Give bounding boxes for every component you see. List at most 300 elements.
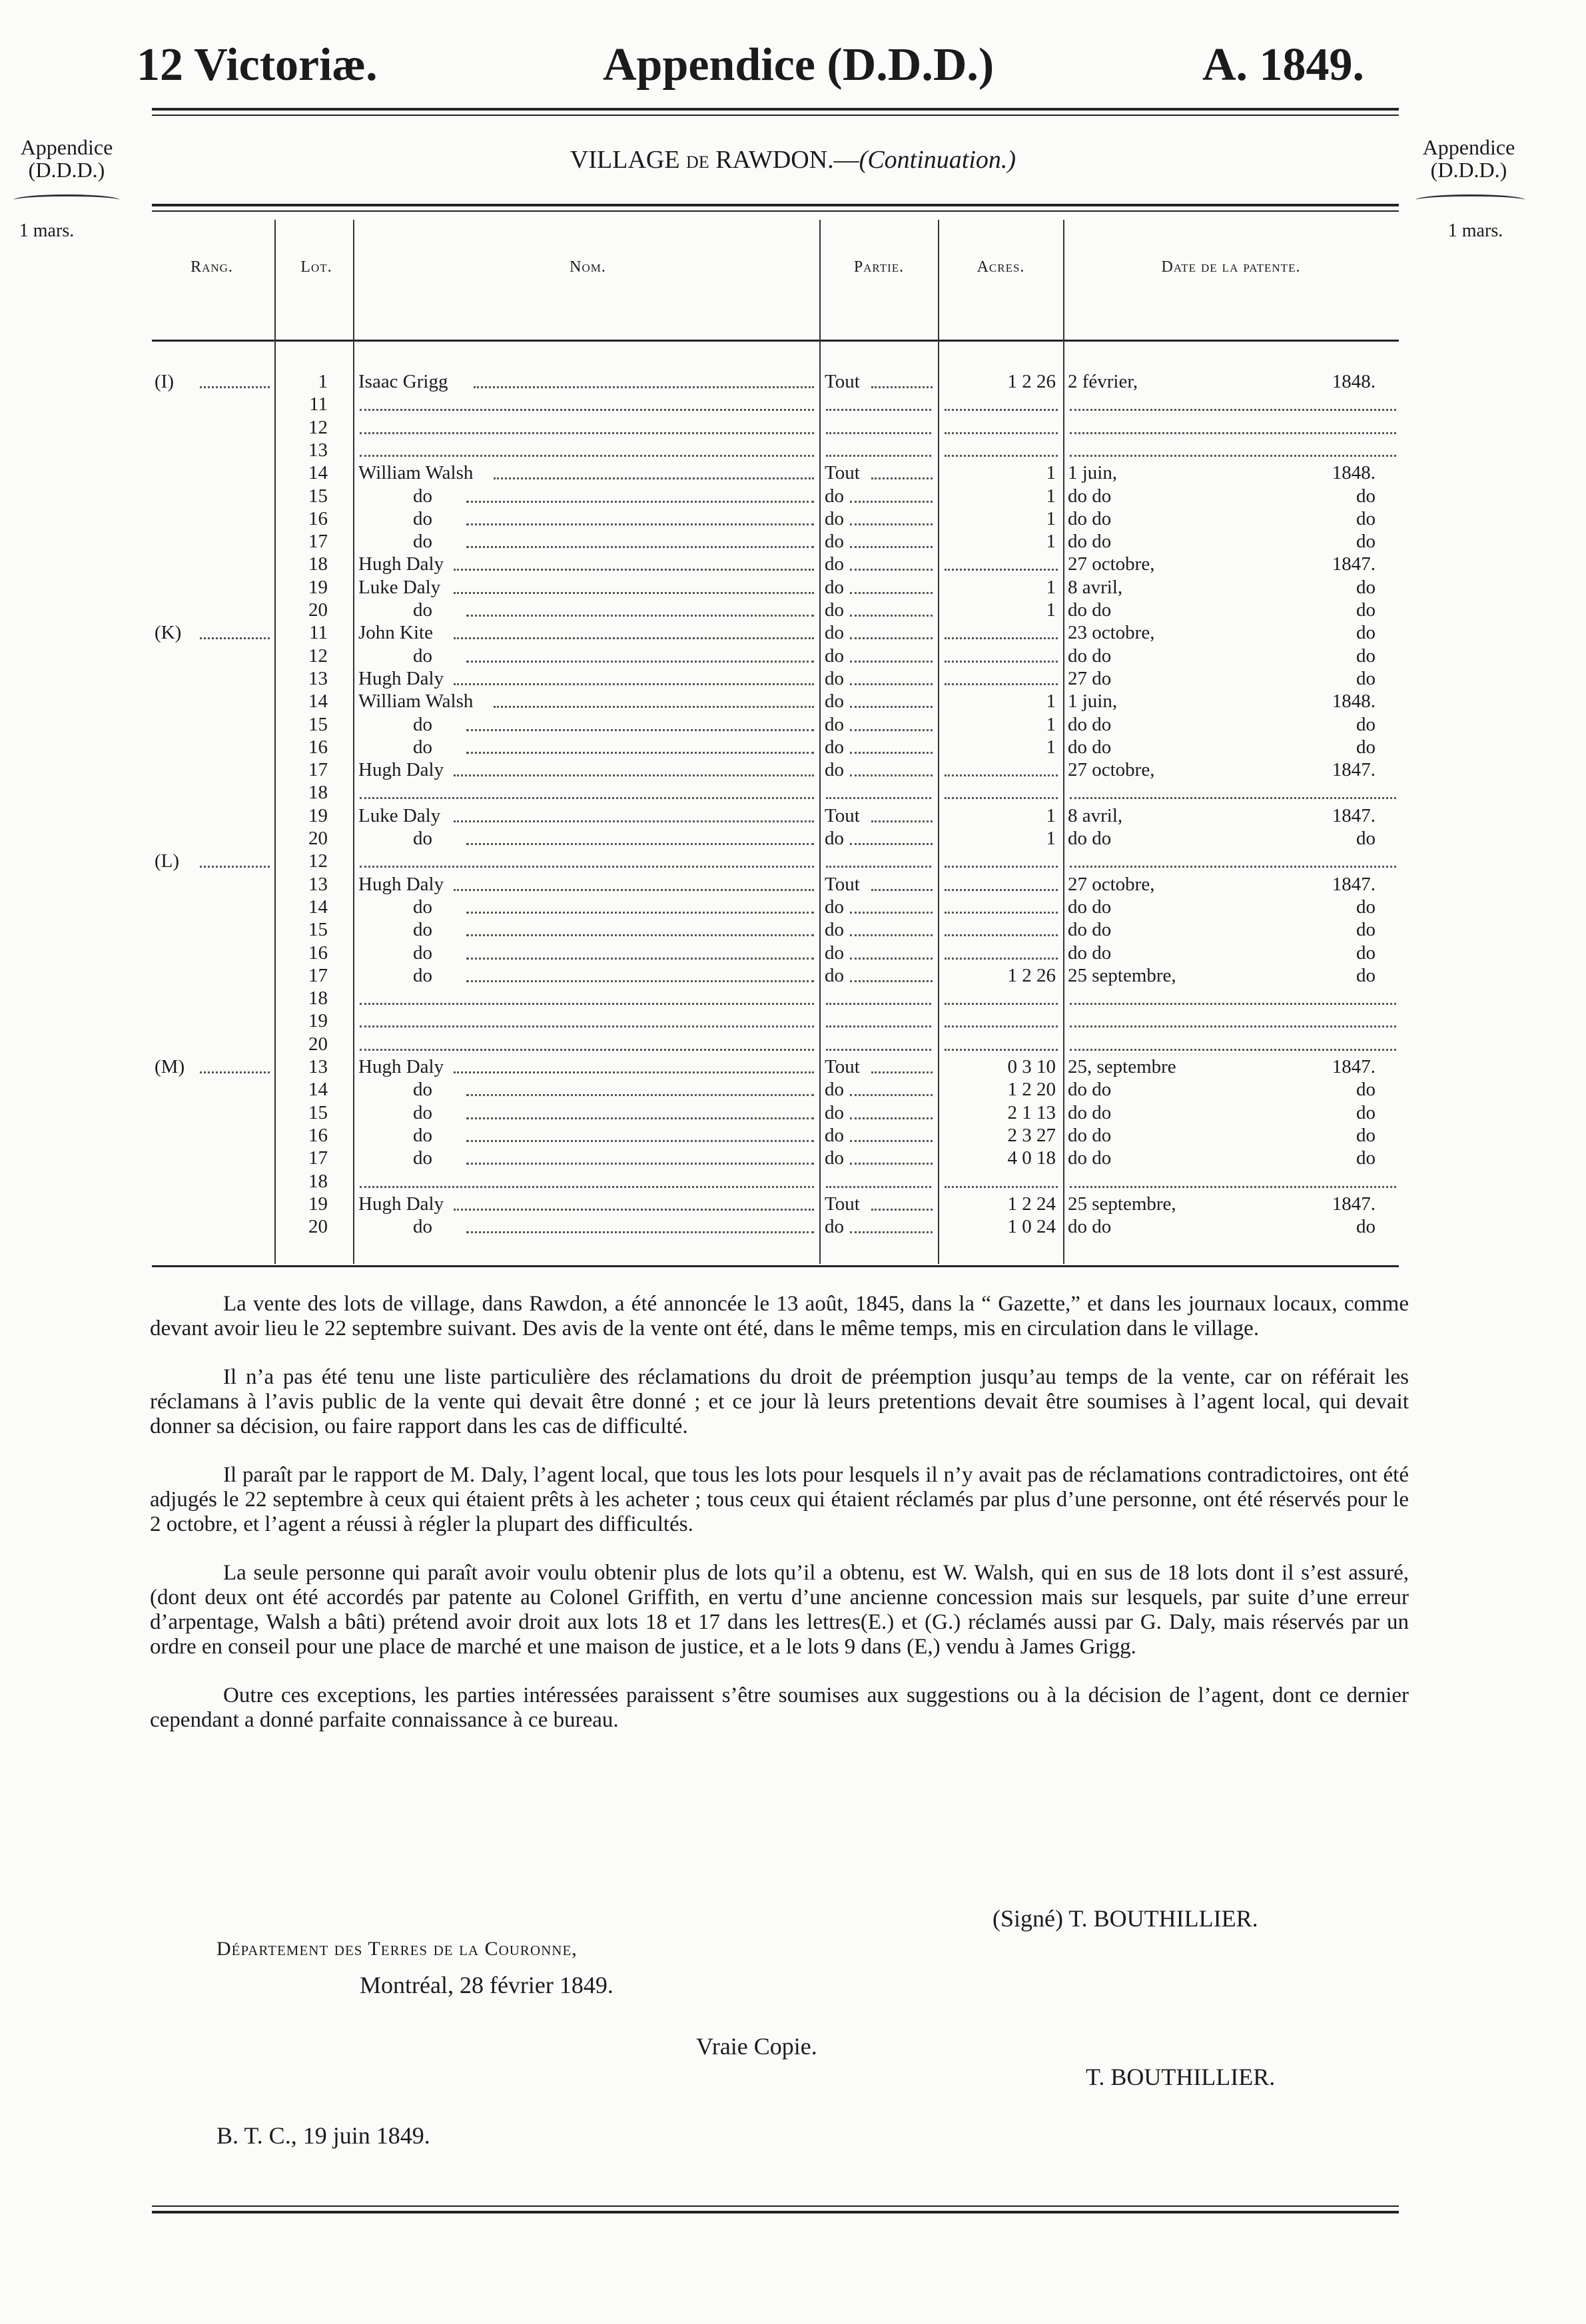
leader-dots — [850, 1231, 933, 1233]
leader-dots — [454, 820, 814, 822]
cell-year: do — [1356, 828, 1376, 849]
table-row — [0, 1057, 1586, 1077]
cell-year: do — [1356, 920, 1376, 940]
cell-nom: do — [413, 1148, 432, 1169]
cell-lot: 19 — [308, 1011, 328, 1031]
cell-acres: 1 — [1046, 531, 1056, 552]
leader-dots — [360, 432, 814, 434]
header-appendix: Appendice (D.D.D.) — [603, 39, 994, 91]
cell-acres: 1 2 26 — [1007, 372, 1056, 392]
leader-dots — [1070, 432, 1396, 434]
cell-year: do — [1356, 1217, 1376, 1237]
cell-lot: 18 — [308, 554, 328, 575]
leader-dots — [945, 1025, 1058, 1027]
leader-dots — [945, 637, 1058, 639]
cell-lot: 20 — [308, 1217, 328, 1237]
cell-nom: Luke Daly — [358, 577, 441, 598]
cell-year: 1847. — [1332, 760, 1376, 780]
leader-dots — [850, 1117, 933, 1119]
leader-dots — [850, 912, 933, 914]
leader-dots — [945, 889, 1058, 891]
cell-nom: do — [413, 920, 432, 940]
leader-dots — [466, 1231, 814, 1233]
cell-lot: 16 — [308, 737, 328, 758]
col-partie: Partie. — [853, 258, 905, 276]
cell-partie: Tout — [825, 874, 860, 895]
copy-label: Vraie Copie. — [696, 2033, 817, 2060]
cell-date: do do — [1068, 1125, 1112, 1146]
leader-dots — [850, 958, 933, 960]
cell-year: do — [1356, 623, 1376, 643]
leader-dots — [945, 432, 1058, 434]
cell-partie: do — [825, 486, 844, 507]
cell-year: do — [1356, 646, 1376, 667]
table-row — [0, 943, 1586, 964]
cell-acres: 1 — [1046, 577, 1056, 598]
table-row — [0, 531, 1586, 552]
leader-dots — [454, 569, 814, 571]
cell-partie: do — [825, 1217, 844, 1237]
leader-dots — [850, 637, 933, 639]
cell-date: do do — [1068, 531, 1112, 552]
leader-dots — [850, 980, 933, 982]
leader-dots — [850, 683, 933, 685]
cell-lot: 18 — [308, 1171, 328, 1192]
cell-lot: 17 — [308, 966, 328, 986]
leader-dots — [826, 1186, 931, 1188]
table-row — [0, 1171, 1586, 1192]
leader-dots — [1070, 1186, 1396, 1188]
table-row — [0, 1034, 1586, 1055]
cell-partie: Tout — [825, 1194, 860, 1215]
leader-dots — [466, 546, 814, 548]
leader-dots — [945, 1003, 1058, 1005]
header-rule-thin — [152, 115, 1399, 116]
cell-date: do do — [1068, 1079, 1112, 1100]
cell-date: 25, septembre — [1068, 1057, 1176, 1077]
leader-dots — [871, 1209, 933, 1211]
cell-partie: do — [825, 897, 844, 918]
cell-date: do do — [1068, 1217, 1112, 1237]
place-date-line: Montréal, 28 février 1849. — [360, 1972, 613, 1998]
cell-nom: do — [413, 943, 432, 964]
cell-lot: 14 — [308, 691, 328, 712]
leader-dots — [360, 409, 814, 411]
leader-dots — [826, 1025, 931, 1027]
leader-dots — [494, 706, 814, 708]
table-row — [0, 372, 1586, 392]
leader-dots — [945, 569, 1058, 571]
leader-dots — [360, 1003, 814, 1005]
cell-lot: 13 — [308, 669, 328, 689]
table-row — [0, 966, 1586, 986]
leader-dots — [850, 1163, 933, 1165]
leader-dots — [200, 637, 270, 639]
col-date: Date de la patente. — [1161, 258, 1301, 276]
cell-date: 8 avril, — [1068, 806, 1123, 826]
cell-year: 1847. — [1332, 554, 1376, 575]
table-row — [0, 509, 1586, 529]
leader-dots — [850, 501, 933, 503]
cell-acres: 1 0 24 — [1007, 1217, 1056, 1237]
leader-dots — [826, 866, 931, 868]
leader-dots — [1070, 455, 1396, 457]
leader-dots — [466, 752, 814, 754]
cell-nom: do — [413, 531, 432, 552]
signed-line: (Signé) T. BOUTHILLIER. — [992, 1905, 1258, 1932]
cell-date: do do — [1068, 509, 1112, 529]
leader-dots — [466, 523, 814, 525]
cell-year: 1848. — [1332, 372, 1376, 392]
leader-dots — [826, 432, 931, 434]
leader-dots — [1070, 409, 1396, 411]
cell-year: do — [1356, 1079, 1376, 1100]
table-row — [0, 394, 1586, 415]
cell-rang: (M) — [155, 1057, 185, 1077]
margin-left-date: 1 mars. — [19, 220, 75, 241]
cell-acres: 1 — [1046, 600, 1056, 621]
cell-year: do — [1356, 1148, 1376, 1169]
leader-dots — [1070, 797, 1396, 799]
cell-acres: 4 0 18 — [1007, 1148, 1056, 1169]
leader-dots — [945, 683, 1058, 685]
table-row — [0, 554, 1586, 575]
col-rang: Rang. — [191, 258, 233, 276]
cell-acres: 2 3 27 — [1007, 1125, 1056, 1146]
cell-date: do do — [1068, 715, 1112, 735]
leader-dots — [850, 661, 933, 663]
leader-dots — [945, 797, 1058, 799]
cell-partie: Tout — [825, 1057, 860, 1077]
cell-acres: 1 2 20 — [1007, 1079, 1056, 1100]
cell-partie: do — [825, 577, 844, 598]
cell-acres: 1 — [1046, 486, 1056, 507]
cell-lot: 19 — [308, 806, 328, 826]
cell-lot: 18 — [308, 988, 328, 1009]
leader-dots — [466, 729, 814, 731]
cell-nom: Hugh Daly — [358, 760, 444, 780]
leader-dots — [945, 774, 1058, 776]
leader-dots — [850, 546, 933, 548]
cell-year: do — [1356, 1103, 1376, 1123]
cell-lot: 17 — [308, 760, 328, 780]
leader-dots — [466, 1117, 814, 1119]
leader-dots — [850, 934, 933, 936]
cell-nom: do — [413, 509, 432, 529]
cell-lot: 16 — [308, 943, 328, 964]
leader-dots — [850, 523, 933, 525]
cell-year: 1847. — [1332, 806, 1376, 826]
cell-lot: 20 — [308, 600, 328, 621]
cell-lot: 15 — [308, 486, 328, 507]
cell-nom: do — [413, 737, 432, 758]
cell-lot: 18 — [308, 782, 328, 803]
cell-nom: do — [413, 600, 432, 621]
cell-lot: 12 — [308, 418, 328, 438]
cell-date: 25 septembre, — [1068, 1194, 1176, 1215]
leader-dots — [1070, 1049, 1396, 1051]
cell-acres: 0 3 10 — [1007, 1057, 1056, 1077]
leader-dots — [871, 477, 933, 479]
leader-dots — [850, 774, 933, 776]
cell-nom: Hugh Daly — [358, 554, 444, 575]
table-row — [0, 669, 1586, 689]
table-row — [0, 760, 1586, 780]
cell-date: 27 octobre, — [1068, 874, 1155, 895]
cell-lot: 19 — [308, 577, 328, 598]
cell-acres: 1 2 26 — [1007, 966, 1056, 986]
cell-nom: Hugh Daly — [358, 874, 444, 895]
table-rule-top — [152, 204, 1399, 206]
cell-year: do — [1356, 486, 1376, 507]
leader-dots — [466, 980, 814, 982]
header-year: A. 1849. — [1202, 39, 1365, 91]
cell-lot: 16 — [308, 509, 328, 529]
leader-dots — [200, 866, 270, 868]
leader-dots — [200, 1071, 270, 1073]
cell-nom: do — [413, 1079, 432, 1100]
table-row — [0, 1148, 1586, 1169]
cell-rang: (K) — [155, 623, 182, 643]
leader-dots — [850, 592, 933, 594]
leader-dots — [945, 866, 1058, 868]
leader-dots — [945, 409, 1058, 411]
cell-year: do — [1356, 897, 1376, 918]
cell-nom: do — [413, 1125, 432, 1146]
leader-dots — [466, 661, 814, 663]
table-row — [0, 737, 1586, 758]
leader-dots — [454, 774, 814, 776]
cell-nom: do — [413, 646, 432, 667]
cell-date: do do — [1068, 646, 1112, 667]
leader-dots — [454, 889, 814, 891]
cell-nom: Luke Daly — [358, 806, 441, 826]
leader-dots — [850, 1094, 933, 1096]
margin-right-brace — [1415, 194, 1525, 206]
cell-partie: do — [825, 1125, 844, 1146]
table-header-rule — [152, 340, 1399, 342]
leader-dots — [945, 1049, 1058, 1051]
table-row — [0, 577, 1586, 598]
leader-dots — [360, 797, 814, 799]
cell-partie: do — [825, 1079, 844, 1100]
cell-nom: Hugh Daly — [358, 669, 444, 689]
cell-lot: 13 — [308, 874, 328, 895]
cell-year: do — [1356, 966, 1376, 986]
table-bottom-rule — [152, 1265, 1399, 1267]
leader-dots — [466, 1094, 814, 1096]
cell-lot: 15 — [308, 715, 328, 735]
cell-acres: 1 — [1046, 509, 1056, 529]
btc-line: B. T. C., 19 juin 1849. — [216, 2122, 430, 2149]
leader-dots — [850, 706, 933, 708]
leader-dots — [474, 386, 814, 388]
cell-partie: do — [825, 509, 844, 529]
leader-dots — [850, 1140, 933, 1142]
cell-lot: 15 — [308, 1103, 328, 1123]
cell-partie: do — [825, 828, 844, 849]
table-row — [0, 486, 1586, 507]
margin-left-line2: (D.D.D.) — [28, 158, 105, 182]
cell-lot: 13 — [308, 1057, 328, 1077]
cell-nom: do — [413, 1103, 432, 1123]
table-rule-top-thin — [152, 210, 1399, 212]
leader-dots — [466, 501, 814, 503]
cell-lot: 19 — [308, 1194, 328, 1215]
leader-dots — [945, 661, 1058, 663]
cell-year: do — [1356, 669, 1376, 689]
cell-lot: 11 — [309, 394, 328, 415]
table-row — [0, 463, 1586, 483]
leader-dots — [826, 1049, 931, 1051]
leader-dots — [826, 409, 931, 411]
leader-dots — [945, 934, 1058, 936]
cell-partie: do — [825, 669, 844, 689]
paragraph-1: La vente des lots de village, dans Rawdon, a été annoncée le 13 août, 1845, dans la “ Gazette,” et dans les journaux locaux, comme devant avoir lieu le 22 septembre suivant. Des avis de la vente ont été, dans le même temps, mis en circulation dans le village. — [150, 1292, 1409, 1340]
cell-date: do do — [1068, 828, 1112, 849]
paragraph-2: Il n’a pas été tenu une liste particulière des réclamations du droit de préemption jusqu’au temps de la vente, car on référait les réclamans à l’avis public de la vente qui devait être donné ; et ce jour là leurs pretentions devait être soumises à l’agent local, qui devait donner sa décision, ou faire rapport dans les cas de difficulté. — [150, 1365, 1409, 1438]
cell-year: do — [1356, 1125, 1376, 1146]
cell-date: 25 septembre, — [1068, 966, 1176, 986]
col-acres: Acres. — [977, 258, 1025, 276]
leader-dots — [826, 1003, 931, 1005]
cell-nom: do — [413, 486, 432, 507]
cell-partie: do — [825, 1103, 844, 1123]
cell-nom: do — [413, 828, 432, 849]
cell-year: 1847. — [1332, 1194, 1376, 1215]
paragraph-3: Il paraît par le rapport de M. Daly, l’agent local, que tous les lots pour lesquels il n’y avait pas de réclamations contradictoires, ont été adjugés le 22 septembre à ceux qui étaient prêts à les acheter ; tous ceux qui étaient réclamés par plus d’une personne, ont été réservés pour le 2 octobre, et l’agent a réussi à régler la plupart des difficultés. — [150, 1463, 1409, 1536]
cell-lot: 1 — [318, 372, 328, 392]
cell-partie: Tout — [825, 463, 860, 483]
cell-date: do do — [1068, 1103, 1112, 1123]
footer-rule-top — [152, 2205, 1399, 2207]
table-row — [0, 1079, 1586, 1100]
table-subtitle — [0, 145, 1586, 174]
cell-lot: 15 — [308, 920, 328, 940]
subtitle-village: VILLAGE — [570, 146, 680, 174]
cell-nom: John Kite — [358, 623, 433, 643]
cell-acres: 1 — [1046, 828, 1056, 849]
leader-dots — [1070, 1025, 1396, 1027]
leader-dots — [454, 683, 814, 685]
cell-nom: Isaac Grigg — [358, 372, 448, 392]
cell-partie: do — [825, 920, 844, 940]
cell-lot: 14 — [308, 463, 328, 483]
table-row — [0, 1011, 1586, 1031]
table-row — [0, 897, 1586, 918]
leader-dots — [454, 592, 814, 594]
header-rule-top — [152, 108, 1399, 111]
leader-dots — [826, 797, 931, 799]
cell-year: do — [1356, 943, 1376, 964]
cell-nom: William Walsh — [358, 691, 474, 712]
cell-date: 23 octobre, — [1068, 623, 1155, 643]
cell-date: 27 do — [1068, 669, 1112, 689]
paragraph-4: La seule personne qui paraît avoir voulu obtenir plus de lots qu’il a obtenu, est W. Walsh, qui en sus de 18 lots dont il s’est assuré,(dont deux ont été accordés par patente au Colonel Griffith, en vertu d’une ancienne concession mais sur lesquels, par suite d’une erreur d’arpentage, Walsh a bâti) prétend avoir droit aux lots 18 et 17 dans les lettres(E.) et (G.) réclamés aussi par G. Daly, mais réservés par un ordre en conseil pour une place de marché et une maison de justice, et a le lots 9 dans (E,) vendu à James Grigg. — [150, 1561, 1409, 1659]
leader-dots — [454, 1209, 814, 1211]
cell-lot: 13 — [308, 440, 328, 461]
table-row — [0, 600, 1586, 621]
cell-year: 1847. — [1332, 874, 1376, 895]
cell-partie: do — [825, 1148, 844, 1169]
cell-partie: do — [825, 600, 844, 621]
margin-left-brace — [13, 194, 120, 206]
leader-dots — [466, 934, 814, 936]
cell-acres: 1 — [1046, 737, 1056, 758]
cell-lot: 20 — [308, 828, 328, 849]
table-row — [0, 851, 1586, 872]
cell-partie: do — [825, 554, 844, 575]
cell-year: do — [1356, 715, 1376, 735]
cell-nom: Hugh Daly — [358, 1194, 444, 1215]
table-row — [0, 988, 1586, 1009]
cell-partie: Tout — [825, 806, 860, 826]
leader-dots — [200, 386, 270, 388]
cell-nom: Hugh Daly — [358, 1057, 444, 1077]
leader-dots — [945, 1186, 1058, 1188]
col-lot: Lot. — [300, 258, 332, 276]
cell-lot: 11 — [309, 623, 328, 643]
cell-date: do do — [1068, 897, 1112, 918]
cell-year: do — [1356, 600, 1376, 621]
table-row — [0, 691, 1586, 712]
leader-dots — [466, 1140, 814, 1142]
paragraph-5: Outre ces exceptions, les parties intéressées paraissent s’être soumises aux suggestions ou à la décision de l’agent, dont ce dernier cependant a donné parfaite connaissance à ce bureau. — [150, 1683, 1409, 1732]
cell-year: do — [1356, 737, 1376, 758]
table-row — [0, 874, 1586, 895]
table-row — [0, 1217, 1586, 1237]
leader-dots — [494, 477, 814, 479]
report-text — [150, 1292, 1409, 1757]
cell-date: 27 octobre, — [1068, 760, 1155, 780]
cell-lot: 12 — [308, 646, 328, 667]
cell-year: 1848. — [1332, 691, 1376, 712]
leader-dots — [826, 455, 931, 457]
cell-partie: do — [825, 646, 844, 667]
leader-dots — [466, 1163, 814, 1165]
leader-dots — [360, 1025, 814, 1027]
table-row — [0, 1125, 1586, 1146]
cell-partie: do — [825, 760, 844, 780]
cell-year: 1847. — [1332, 1057, 1376, 1077]
subtitle-continuation: (Continuation.) — [859, 146, 1016, 174]
cell-rang: (L) — [155, 851, 180, 872]
table-row — [0, 623, 1586, 643]
cell-date: 1 juin, — [1068, 691, 1118, 712]
table-row — [0, 715, 1586, 735]
cell-partie: do — [825, 623, 844, 643]
leader-dots — [850, 729, 933, 731]
cell-nom: William Walsh — [358, 463, 474, 483]
cell-year: do — [1356, 531, 1376, 552]
table-row — [0, 646, 1586, 667]
cell-partie: Tout — [825, 372, 860, 392]
cell-lot: 14 — [308, 897, 328, 918]
leader-dots — [850, 752, 933, 754]
leader-dots — [360, 866, 814, 868]
cell-partie: do — [825, 966, 844, 986]
cell-nom: do — [413, 715, 432, 735]
subtitle-de: DE — [686, 152, 709, 172]
cell-date: do do — [1068, 486, 1112, 507]
table-row — [0, 806, 1586, 826]
cell-date: 1 juin, — [1068, 463, 1118, 483]
col-nom: Nom. — [570, 258, 606, 276]
leader-dots — [1070, 866, 1396, 868]
leader-dots — [945, 912, 1058, 914]
margin-right-date: 1 mars. — [1447, 220, 1503, 241]
leader-dots — [466, 615, 814, 617]
